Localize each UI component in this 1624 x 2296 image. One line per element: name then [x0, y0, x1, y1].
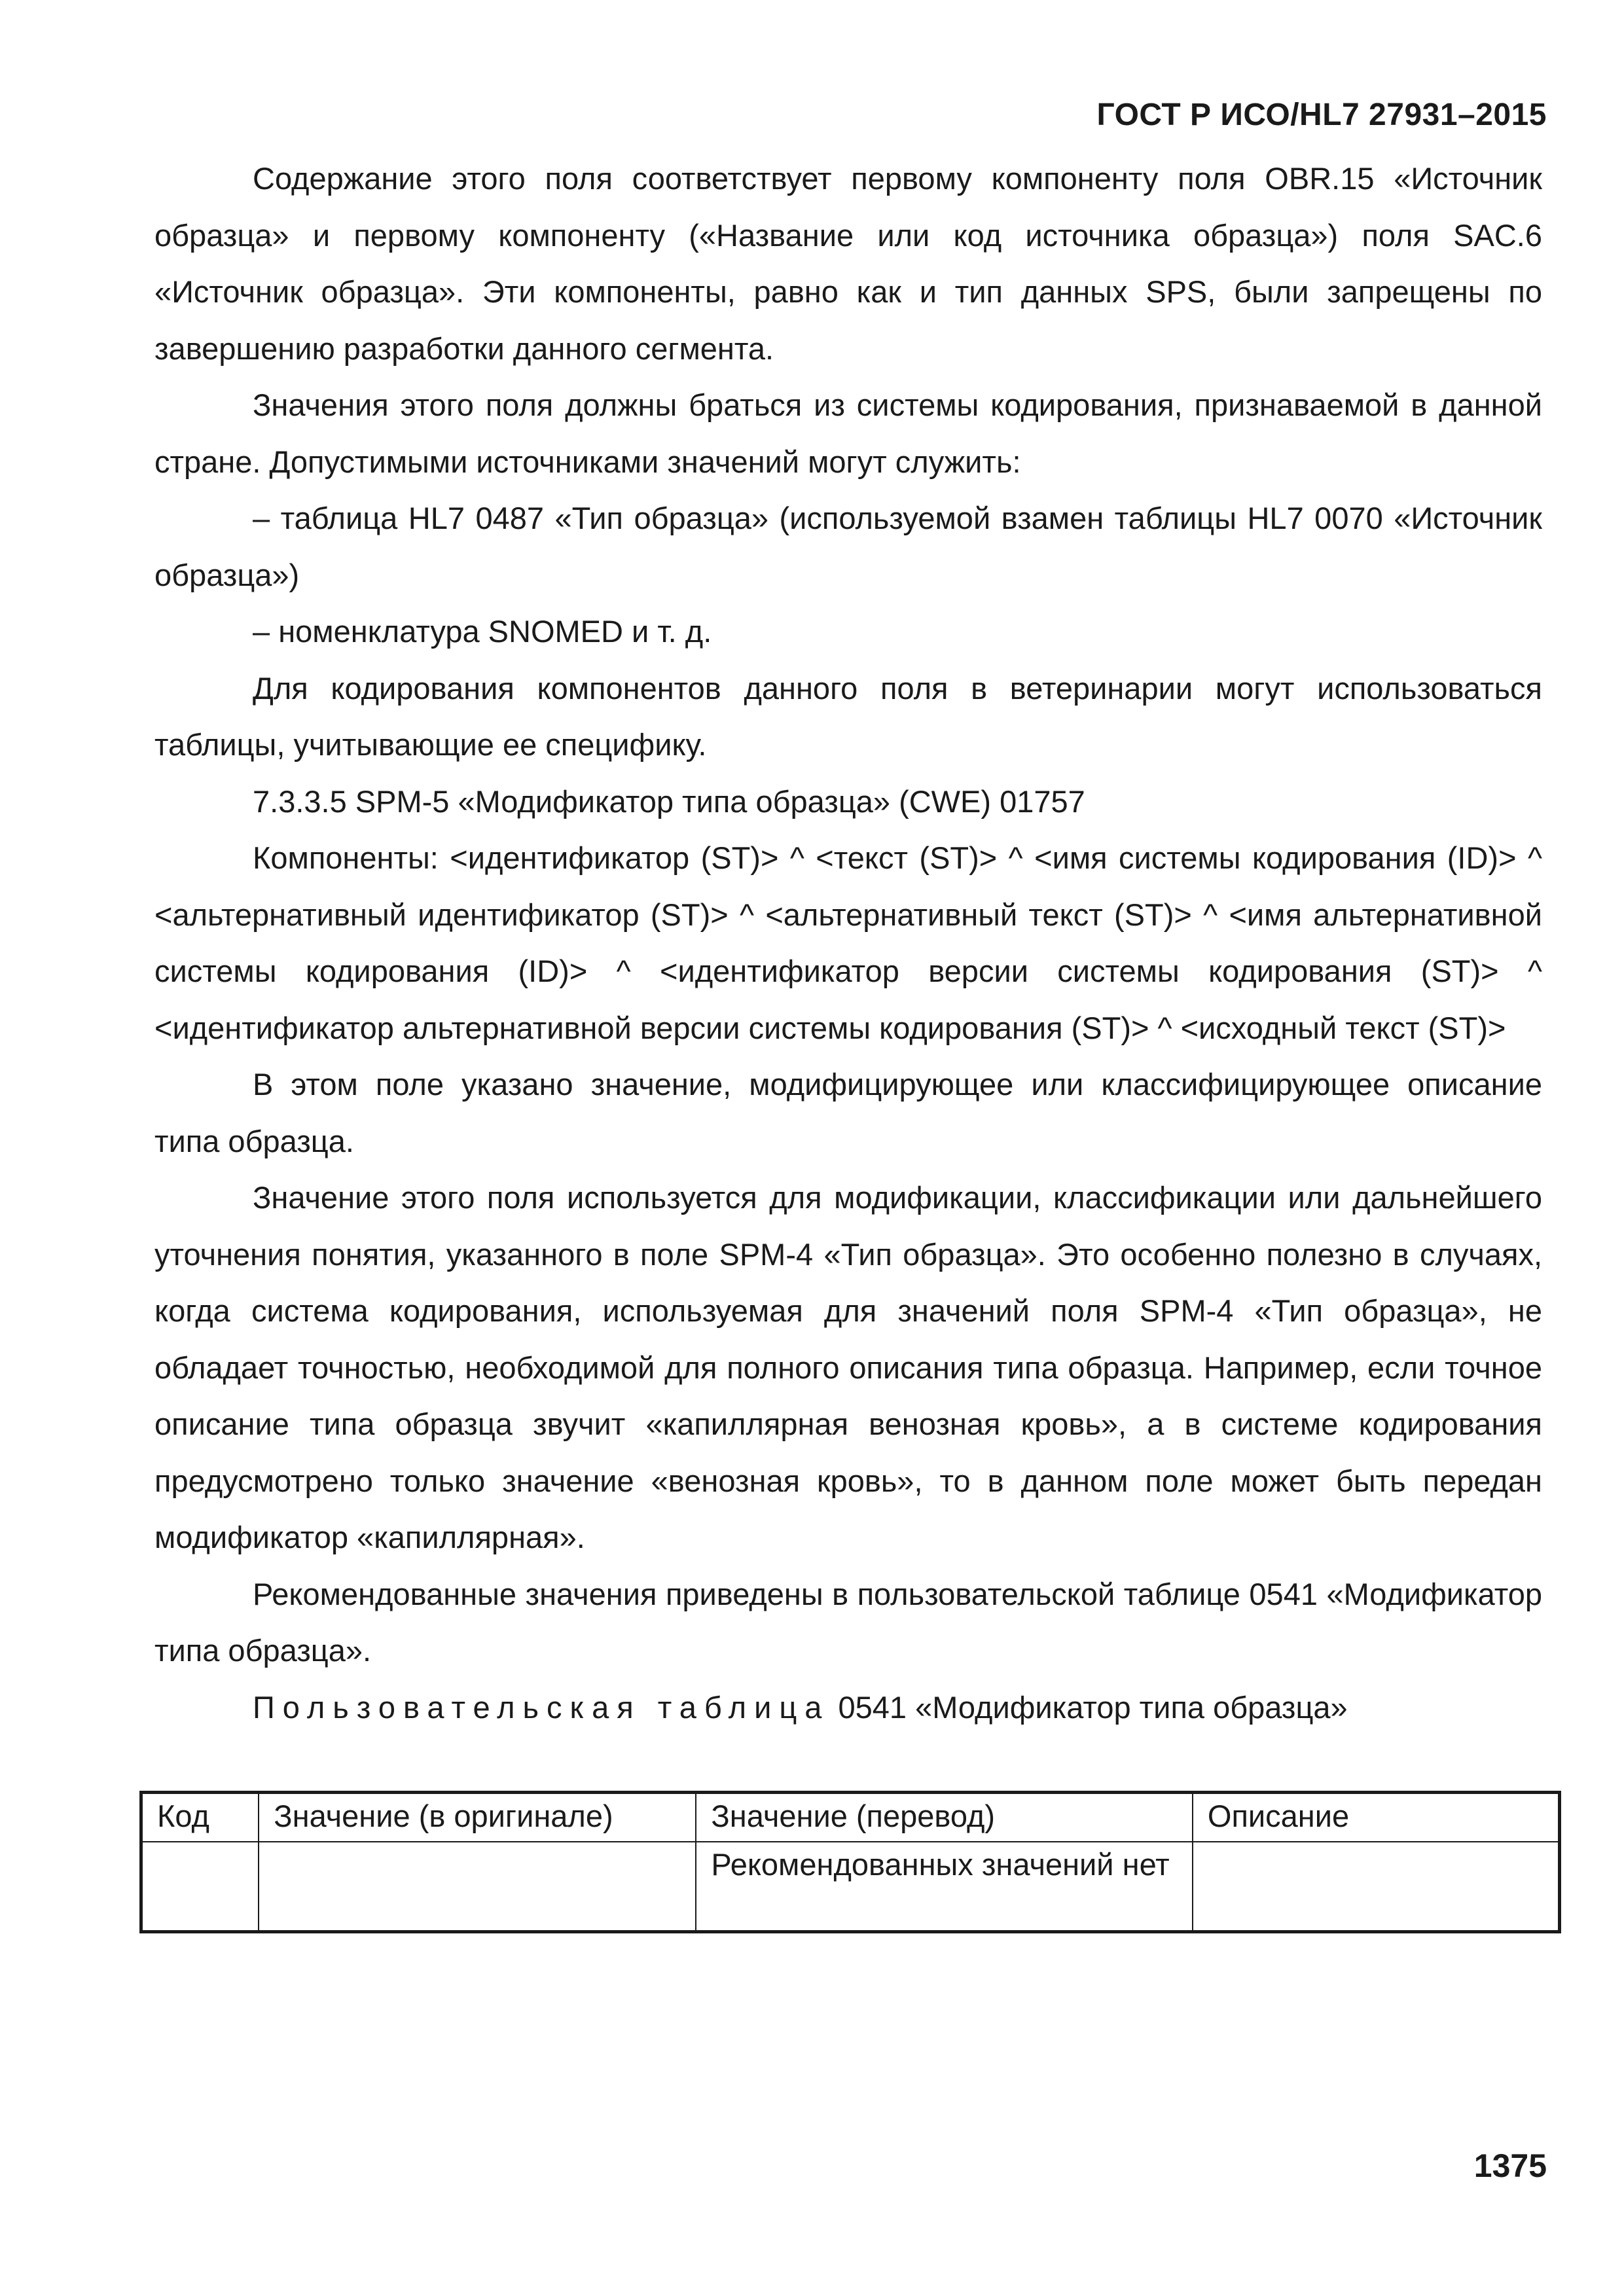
- paragraph: В этом поле указано значение, модифицирующее или классифицирующее описание типа образца.: [154, 1067, 1542, 1158]
- body-text: [154, 151, 1542, 1736]
- table-cell-code: [141, 1842, 259, 1932]
- list-item: – номенклатура SNOMED и т. д.: [253, 614, 712, 649]
- paragraph: Значение этого поля используется для модификации, классификации или дальнейшего уточнения понятия, указанного в поле SPM-4 «Тип образца». Это особенно полезно в случаях, когда система кодирования, используемая для значений поля SPM-4 «Тип образца», не обладает точностью, необходимой для полного описания типа образца. Например, если точное описание типа образца звучит «капиллярная венозная кровь», а в системе кодирования предусмотрено только значение «венозная кровь», то в данном поле может быть передан модификатор «капиллярная».: [154, 1180, 1542, 1554]
- paragraph: Для кодирования компонентов данного поля в ветеринарии могут использоваться таблицы, учитывающие ее специфику.: [154, 670, 1542, 762]
- page-number: 1375: [1473, 2147, 1547, 2184]
- table-caption-label: Пользовательская таблица: [253, 1689, 830, 1725]
- table-row: [141, 1842, 1560, 1932]
- column-header-original-value: Значение (в оригинале): [259, 1793, 696, 1842]
- document-header: ГОСТ Р ИСО/HL7 27931–2015: [1096, 98, 1547, 132]
- column-header-description: Описание: [1193, 1793, 1560, 1842]
- paragraph: Содержание этого поля соответствует первому компоненту поля OBR.15 «Источник образца» и первому компоненту («Название или код источника образца») поля SAC.6 «Источник образца». Эти компоненты, равно как и тип данных SPS, были запрещены по завершению разработки данного сегмента.: [154, 161, 1542, 366]
- section-heading: 7.3.3.5 SPM-5 «Модификатор типа образца» (CWE) 01757: [253, 783, 1085, 819]
- paragraph: Значения этого поля должны браться из системы кодирования, признаваемой в данной стране. Допустимыми источниками значений могут служить:: [154, 387, 1542, 479]
- paragraph: Компоненты: <идентификатор (ST)> ^ <текст (ST)> ^ <имя системы кодирования (ID)> ^ <альтернативный идентификатор (ST)> ^ <альтернативный текст (ST)> ^ <имя альтернативной системы кодирования (ID)> ^ <идентификатор версии системы кодирования (ST)> ^ <идентификатор альтернативной версии системы кодирования (ST)> ^ <исходный текст (ST)>: [154, 840, 1542, 1045]
- column-header-code: Код: [141, 1793, 259, 1842]
- table-header-row: [141, 1793, 1560, 1842]
- list-item: – таблица HL7 0487 «Тип образца» (используемой взамен таблицы HL7 0070 «Источник образца»): [154, 501, 1542, 592]
- table-caption-title: 0541 «Модификатор типа образца»: [829, 1689, 1348, 1725]
- column-header-translated-value: Значение (перевод): [696, 1793, 1192, 1842]
- table-cell-original-value: [259, 1842, 696, 1932]
- table-cell-description: [1193, 1842, 1560, 1932]
- table-caption: [154, 1679, 1542, 1736]
- user-table-0541: [139, 1791, 1561, 1933]
- paragraph: Рекомендованные значения приведены в пользовательской таблице 0541 «Модификатор типа образца».: [154, 1576, 1542, 1668]
- table-cell-translated-value: Рекомендованных значений нет: [696, 1842, 1192, 1932]
